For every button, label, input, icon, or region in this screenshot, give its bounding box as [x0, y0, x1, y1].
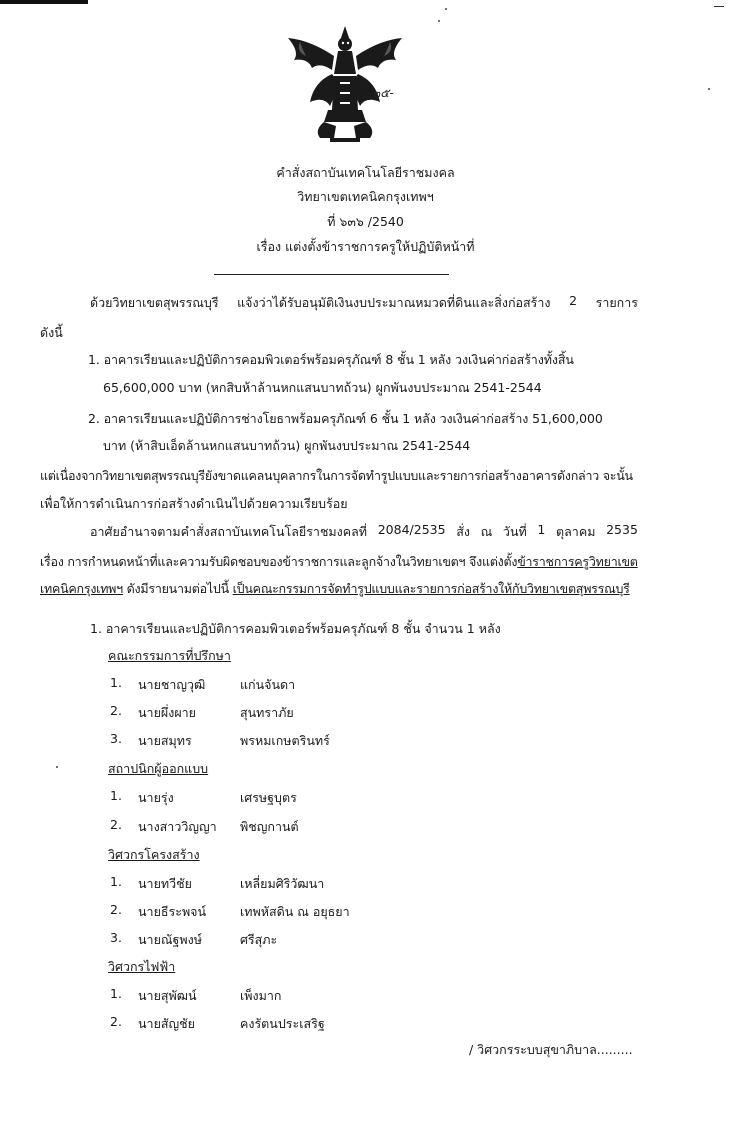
- text-segment: เรื่อง การกำหนดหน้าที่และความรับผิดชอบของข้าราชการและลูกจ้างในวิทยาเขตฯ จึงแต่งตั้ง: [40, 554, 518, 569]
- member-first-name: นายชาญวุฒิ: [138, 677, 206, 692]
- member-first-name: นายสุพัฒน์: [138, 988, 197, 1003]
- member-last-name: เหลี่ยมศิริวัฒนา: [240, 876, 325, 891]
- group-title-structural-engineers: วิศวกรโครงสร้าง: [108, 847, 200, 862]
- order-subject: เรื่อง แต่งตั้งข้าราชการครูให้ปฏิบัติหน้าที่: [256, 239, 475, 254]
- member-number: 1.: [110, 874, 122, 889]
- text-segment: สั่ง: [456, 524, 470, 539]
- member-number: 2.: [110, 703, 122, 718]
- paragraph-3-line-1: [90, 522, 638, 542]
- building-heading: 1. อาคารเรียนและปฏิบัติการคอมพิวเตอร์พร้อมครุภัณฑ์ 8 ชั้น จำนวน 1 หลัง: [90, 621, 501, 636]
- title-divider: [214, 274, 449, 275]
- paragraph-1-line-2: ดังนี้: [40, 325, 63, 340]
- budget-item-2-line-1: 2. อาคารเรียนและปฏิบัติการช่างโยธาพร้อมครุภัณฑ์ 6 ชั้น 1 หลัง วงเงินค่าก่อสร้าง 51,600,000: [88, 411, 603, 426]
- paragraph-2-line-2: เพื่อให้การดำเนินการก่อสร้างดำเนินไปด้วยความเรียบร้อย: [40, 496, 348, 511]
- member-number: 1.: [110, 675, 122, 690]
- text-segment: รายการ: [595, 295, 638, 310]
- scan-mark: [714, 6, 724, 7]
- group-title-advisors: คณะกรรมการที่ปรึกษา: [108, 648, 231, 663]
- underlined-text: เทคนิคกรุงเทพฯ: [40, 581, 123, 596]
- text-segment: ดังมีรายนามต่อไปนี้: [122, 581, 233, 596]
- text-segment: 2535: [606, 522, 638, 537]
- member-last-name: พรหมเกษตรินทร์: [240, 733, 330, 748]
- member-first-name: นางสาววิญญา: [138, 819, 217, 834]
- member-number: 2.: [110, 817, 122, 832]
- scan-speck: [445, 8, 447, 10]
- order-title: คำสั่งสถาบันเทคโนโลยีราชมงคล: [276, 165, 455, 180]
- member-last-name: เพ็งมาก: [240, 988, 282, 1003]
- text-segment: ตุลาคม: [556, 524, 596, 539]
- text-segment: แจ้งว่าได้รับอนุมัติเงินงบประมาณหมวดที่ดินและสิ่งก่อสร้าง: [237, 295, 551, 310]
- paragraph-2-line-1: แต่เนื่องจากวิทยาเขตสุพรรณบุรียังขาดแคลนบุคลากรในการจัดทำรูปแบบและรายการก่อสร้างอาคารดังกล่าว จะนั้น: [40, 468, 633, 483]
- member-first-name: นายธีระพจน์: [138, 904, 207, 919]
- member-number: 3.: [110, 731, 122, 746]
- member-first-name: นายสมุทร: [138, 733, 192, 748]
- member-first-name: นายผึ่งผาย: [138, 705, 196, 720]
- member-first-name: นายทวีชัย: [138, 876, 192, 891]
- text-segment: วันที่: [502, 524, 527, 539]
- text-segment: ด้วยวิทยาเขตสุพรรณบุรี: [90, 295, 219, 310]
- text-segment: 2084/2535: [377, 522, 446, 537]
- underlined-text: เป็นคณะกรรมการจัดทำรูปแบบและรายการก่อสร้างให้กับวิทยาเขตสุพรรณบุรี: [232, 581, 630, 596]
- group-title-architects: สถาปนิกผู้ออกแบบ: [108, 761, 209, 776]
- garuda-emblem: [270, 22, 420, 147]
- budget-item-1-line-1: 1. อาคารเรียนและปฏิบัติการคอมพิวเตอร์พร้อมครุภัณฑ์ 8 ชั้น 1 หลัง วงเงินค่าก่อสร้างทั้งสิ้น: [88, 352, 574, 367]
- member-last-name: เทพหัสดิน ณ อยุธยา: [240, 904, 350, 919]
- member-first-name: นายสัญชัย: [138, 1016, 195, 1031]
- member-number: 2.: [110, 1014, 122, 1029]
- member-last-name: คงรัตนประเสริฐ: [240, 1016, 325, 1031]
- group-title-electrical-engineers: วิศวกรไฟฟ้า: [108, 959, 176, 974]
- continuation-note: / วิศวกรระบบสุขาภิบาล.........: [469, 1042, 633, 1057]
- member-last-name: ศรีสุภะ: [240, 932, 278, 947]
- budget-item-2-line-2: บาท (ห้าสิบเอ็ดล้านหกแสนบาทถ้วน) ผูกพันงบประมาณ 2541-2544: [103, 438, 471, 453]
- member-number: 1.: [110, 788, 122, 803]
- member-number: 3.: [110, 930, 122, 945]
- scan-top-mark: [0, 0, 88, 4]
- scan-speck: [708, 88, 710, 90]
- member-first-name: นายณัฐพงษ์: [138, 932, 202, 947]
- member-number: 1.: [110, 986, 122, 1001]
- handwritten-page-number: -๒๕-: [368, 86, 394, 100]
- budget-item-1-line-2: 65,600,000 บาท (หกสิบห้าล้านหกแสนบาทถ้วน) ผูกพันงบประมาณ 2541-2544: [103, 380, 542, 395]
- text-segment: 1: [537, 522, 546, 537]
- member-number: 2.: [110, 902, 122, 917]
- scan-speck: [56, 766, 58, 768]
- paragraph-3-line-2: [40, 552, 638, 572]
- paragraph-1-line-1: [90, 293, 638, 313]
- underlined-text: ข้าราชการครูวิทยาเขต: [517, 554, 638, 569]
- member-first-name: นายรุ่ง: [138, 790, 174, 805]
- text-segment: ณ: [480, 524, 493, 539]
- order-number: ที่ ๖๓๖ /2540: [327, 214, 404, 229]
- member-last-name: เศรษฐบุตร: [240, 790, 297, 805]
- text-segment: อาศัยอำนาจตามคำสั่งสถาบันเทคโนโลยีราชมงคลที่: [90, 524, 368, 539]
- member-last-name: พิชญกานต์: [240, 819, 299, 834]
- paragraph-3-line-3: [40, 579, 630, 599]
- text-segment: 2: [569, 293, 578, 308]
- scan-speck: [438, 20, 440, 22]
- member-last-name: แก่นจันดา: [240, 677, 296, 692]
- member-last-name: สุนทราภัย: [240, 705, 294, 720]
- campus-name: วิทยาเขตเทคนิคกรุงเทพฯ: [297, 189, 434, 204]
